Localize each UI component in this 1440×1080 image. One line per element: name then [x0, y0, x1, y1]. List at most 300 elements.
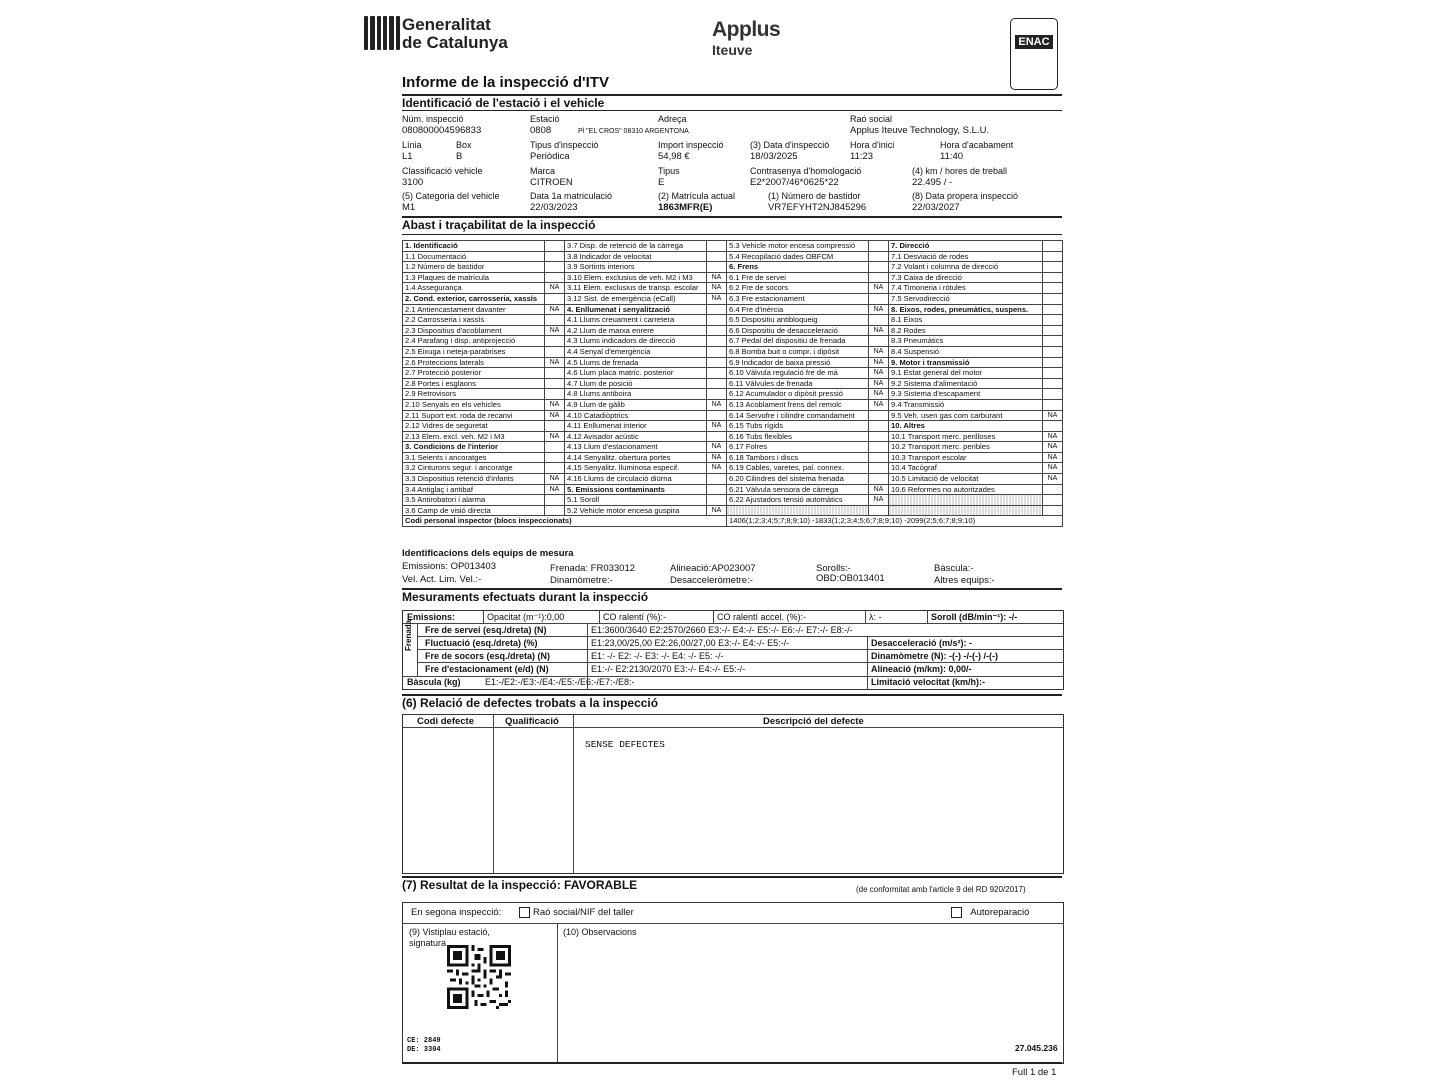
scope-item-status: NA: [1043, 474, 1063, 485]
scope-item-status: [1043, 262, 1063, 273]
scope-item: 1.4 Assegurança: [403, 283, 545, 294]
scope-item-status: NA: [869, 399, 889, 410]
inspection-scope-table: [402, 240, 1063, 527]
scope-item: 6.9 Indicador de baixa pressió: [727, 357, 869, 368]
equipment-sorolls: Sorolls:-: [816, 563, 851, 574]
table-row: [403, 421, 1063, 432]
scope-item: 4.11 Enllumenat interior: [565, 421, 707, 432]
equipment-desaccelerometre: Desacceleròmetre:-: [670, 575, 753, 586]
deceleration-value: Desacceleració (m/s²): -: [871, 638, 973, 648]
scope-item-status: [869, 272, 889, 283]
scope-item-status: [869, 336, 889, 347]
box-value: B: [456, 151, 463, 162]
opacity-value: Opacitat (m⁻¹):0,00: [487, 612, 565, 622]
equipment-frenada: Frenada: FR033012: [550, 563, 636, 574]
table-row: [403, 293, 1063, 304]
table-row: [403, 304, 1063, 315]
table-row: [403, 484, 1063, 495]
scope-item: 2.8 Portes i esglaons: [403, 378, 545, 389]
scope-item: 2.1 Antiencastament davanter: [403, 304, 545, 315]
scope-item: 5. Emissions contaminants: [565, 484, 707, 495]
scope-item-status: NA: [707, 452, 727, 463]
checkbox-icon: [519, 907, 530, 918]
scope-item: 3.11 Elem. exclusius de transp. escolar: [565, 283, 707, 294]
service-brake-values: E1:3600/3640 E2:2570/2660 E3:-/- E4:-/- E5:-/- E6:-/- E7:-/- E8:-/-: [591, 625, 853, 635]
scope-item: 3.3 Dispositius retenció d'infants: [403, 474, 545, 485]
scope-item-status: [545, 346, 565, 357]
scope-item: 7.4 Timoneria i ròtules: [889, 283, 1043, 294]
station-code: 0808: [530, 125, 552, 136]
scope-item: 2.12 Vidres de seguretat: [403, 421, 545, 432]
scope-item-status: NA: [869, 283, 889, 294]
table-row: [403, 399, 1063, 410]
scope-item-status: [707, 495, 727, 506]
scope-item: 3.7 Disp. de retenció de la càrrega: [565, 241, 707, 252]
scope-item-status: [1043, 346, 1063, 357]
scope-item-status: [545, 336, 565, 347]
equipment-title: Identificacions dels equips de mesura: [402, 548, 574, 559]
de-code: DE: 3304: [407, 1046, 441, 1054]
scope-item-status: NA: [545, 304, 565, 315]
scope-item-status: NA: [1043, 410, 1063, 421]
table-row: [403, 262, 1063, 273]
scope-item: 6.6 Dispositiu de desacceleració: [727, 325, 869, 336]
inspection-number: 080800004596833: [402, 125, 482, 136]
scope-item-status: [707, 315, 727, 326]
scope-item: 6.20 Cilindres del sistema frenada: [727, 474, 869, 485]
scope-item-status: [869, 410, 889, 421]
scope-item: 6.13 Acoblament frens del remolc: [727, 399, 869, 410]
scope-item: 8.1 Eixos: [889, 315, 1043, 326]
scope-item: 9.2 Sistema d'alimentació: [889, 378, 1043, 389]
table-row: [403, 378, 1063, 389]
homologation-code: E2*2007/46*0625*22: [750, 177, 839, 188]
scope-item: 6.16 Tubs flexibles: [727, 431, 869, 442]
scope-item-status: [869, 442, 889, 453]
report-title: Informe de la inspecció d'ITV: [402, 74, 609, 91]
table-row: [403, 452, 1063, 463]
scope-item: 9.5 Veh. usen gas com carburant: [889, 410, 1043, 421]
vehicle-type: E: [658, 177, 665, 188]
scope-item-status: NA: [707, 463, 727, 474]
scope-item-status: NA: [545, 357, 565, 368]
scope-item: 10.5 Limitació de velocitat: [889, 474, 1043, 485]
scope-item: 4.13 Llum d'estacionament: [565, 442, 707, 453]
braking-label: Frenada: [404, 619, 413, 651]
scope-item-status: [869, 315, 889, 326]
scope-item-status: NA: [1043, 463, 1063, 474]
fluctuation-values: E1:23,00/25,00 E2:26,00/27,00 E3:-/- E4:-/- E5:-/-: [591, 638, 790, 648]
scope-item-status: [545, 452, 565, 463]
table-row: [403, 463, 1063, 474]
scope-item: 6.1 Fre de servei: [727, 272, 869, 283]
scope-item: 2.13 Elem. excl. veh. M2 i M3: [403, 431, 545, 442]
scope-item-status: NA: [1043, 431, 1063, 442]
scope-item-status: NA: [707, 505, 727, 516]
company-name: Applus Iteuve Technology, S.L.U.: [850, 125, 990, 136]
scope-item: 6.18 Tambors i discs: [727, 452, 869, 463]
scope-item: [889, 505, 1043, 516]
scope-item-status: [1043, 272, 1063, 283]
co-idle-value: CO ralentí (%):-: [603, 612, 667, 622]
scope-item: 5.1 Soroll: [565, 495, 707, 506]
scope-item-status: NA: [707, 421, 727, 432]
scope-item-status: [707, 336, 727, 347]
scope-item: 8.3 Pneumàtics: [889, 336, 1043, 347]
table-row: [403, 346, 1063, 357]
scope-item: 4.16 Llums de circulació diürna: [565, 474, 707, 485]
equipment-altres: Altres equips:-: [934, 575, 995, 586]
result-box: [402, 902, 1064, 1064]
scope-item: 1.1 Documentació: [403, 251, 545, 262]
scope-item: 10.3 Transport escolar: [889, 452, 1043, 463]
scope-item: 4.8 Llums antiboira: [565, 389, 707, 400]
scope-item-status: [1043, 378, 1063, 389]
defects-table: [402, 714, 1064, 874]
scope-item: 3.1 Seients i ancoratges: [403, 452, 545, 463]
scope-item: 2.3 Dispositius d'acoblament: [403, 325, 545, 336]
table-row: [403, 336, 1063, 347]
scope-item-status: [1043, 368, 1063, 379]
scope-item: 3.5 Antirobatori i alarma: [403, 495, 545, 506]
scope-item-status: [707, 262, 727, 273]
scope-item: [889, 495, 1043, 506]
scope-item-status: NA: [1043, 452, 1063, 463]
scope-item: 6.22 Ajustadors tensió automàtics: [727, 495, 869, 506]
co-accel-value: CO ralentí accel. (%):-: [717, 612, 807, 622]
scope-item: 6.7 Pedal del dispositiu de frenada: [727, 336, 869, 347]
scope-item: 3. Condicions de l'interior: [403, 442, 545, 453]
scope-item: 9.4 Transmissió: [889, 399, 1043, 410]
scope-item-status: [1043, 251, 1063, 262]
scope-item: 2.9 Retrovisors: [403, 389, 545, 400]
table-row: [403, 410, 1063, 421]
scope-item: 6.14 Servofre i cilindre comandament: [727, 410, 869, 421]
scope-item-status: [707, 431, 727, 442]
scope-item-status: NA: [869, 357, 889, 368]
equipment-obd: OBD:OB013401: [816, 573, 885, 584]
scope-item-status: [869, 241, 889, 252]
station-signature-label: (9) Vistiplau estació, signatura: [409, 927, 490, 948]
equipment-dinamometre: Dinamòmetre:-: [550, 575, 613, 586]
scope-item-status: [1043, 389, 1063, 400]
table-row: [403, 505, 1063, 516]
scope-item: 4.4 Senyal d'emergència: [565, 346, 707, 357]
scope-item-status: [1043, 336, 1063, 347]
scope-item-status: [707, 357, 727, 368]
scope-item-status: NA: [545, 410, 565, 421]
vehicle-brand: CITROEN: [530, 177, 573, 188]
itv-report-page: Generalitat de Catalunya Applus Iteuve ENAC Informe de la inspecció d'ITV Identificació de l'estació i el vehicle Núm. inspecció 080800004596833 Estació 0808 Adreça Pl "EL CROS" 08310 ARGENTONA Raó social Applus Iteuve Technology, S.L.U. Línia L1 Box B Tipus d'inspecció Periòdica Import inspecció 54,98 € (3) Data d'inspecció 18/03/2025 Hora d'inici 11:23 Hora d'acabament 11:40 Classificació vehicle 3100 Marca CITROEN Tipus E Contrasenya d'homologació E2*2007/46*0625*22 (4) km / hores de treball 22.495 / - (5) Categoria del vehicle M1 Data 1a matriculació 22/03/2023 (2) Matrícula actual 1863MFR(E) (1) Número de bastidor VR7EFYHT2NJ845296 (8) Data propera inspecció 22/03/2027 Abast i traçabilitat de la inspecció 1. Identificació 3.7 Disp. de retenció de la càrrega 5.3 Vehicle motor encesa compressió 7. Direcció 1.1 Documentació 3.8 Indicador de velocitat 5.4 Recopilació dades OBFCM 7.1 Desviació de rodes 1.2 Número de bastidor 3.9 Sortints interiors 6. Frens 7.2 Volant i columna de direcció 1.3 Plaques de matrícula 3.10 Elem. exclusius de veh. M2 i M3 NA 6.1 Fre de servei 7.3 Caixa de direcció 1.4 Assegurança NA 3.11 Elem. exclusius de transp. escolar NA 6.2 Fre de socors NA 7.4 Timoneria i ròtules 2. Cond. exterior, carrosseria, xassís 3.12 Sist. de emergència (eCall) NA 6.3 Fre estacionament 7.5 Servodirecció 2.1 Antiencastament davanter NA 4. Enllumenat i senyalització 6.4 Fre d'inèrcia NA 8. Eixos, rodes, pneumàtics, suspens. 2.2 Carrosseria i xassís 4.1 Llums creuament i carretera 6.5 Dispositiu antibloqueig 8.1 Eixos 2.3 Dispositius d'acoblament NA 4.2 Llum de marxa enrere 6.6 Dispositiu de desacceleració NA 8.2 Rodes 2.4 Parafang i disp. antiprojecció 4.3 Llums indicadors de direcció 6.7 Pedal del dispositiu de frenada 8.3 Pneumàtics 2.5 Eixuga i neteja-parabrises 4.4 Senyal d'emergència 6.8 Bomba buit o compr. i dipòsit NA 8.4 Suspensió 2.6 Proteccions laterals NA 4.5 Llums de frenada 6.9 Indicador de baixa pressió NA 9. Motor i transmissió 2.7 Protecció posterior 4.6 Llum placa matríc. posterior 6.10 Vàlvula regulació fre de mà NA 9.1 Estat general del motor 2.8 Portes i esglaons 4.7 Llum de posició 6.11 Vàlvules de frenada NA 9.2 Sistema d'alimentació 2.9 Retrovisors 4.8 Llums antiboira 6.12 Acumulador o dipòsit pressió NA 9.3 Sistema d'escapament 2.10 Senyals en els vehicles NA 4.9 Llum de gàlib NA 6.13 Acoblament frens del remolc NA 9.4 Transmissió 2.11 Suport ext. roda de recanvi NA 4.10 Catadiòptrics 6.14 Servofre i cilindre comandament 9.5 Veh. usen gas com carburant NA 2.12 Vidres de seguretat 4.11 Enllumenat interior NA 6.15 Tubs rígids 10. Altres 2.13 Elem. excl. veh. M2 i M3 NA 4.12 Avisador acústic 6.16 Tubs flexibles 10.1 Transport merc. perilloses NA 3. Condicions de l'interior 4.13 Llum d'estacionament NA 6.17 Folres 10.2 Transport merc. peribles NA 3.1 Seients i ancoratges 4.14 Senyalitz. obertura portes NA 6.18 Tambors i discs 10.3 Transport escolar NA 3.2 Cinturons segur. i ancoratge 4.15 Senyalitz. lluminosa especif. NA 6.19 Cables, varetes, pal. connex. 10.4 Tacògraf NA 3.3 Dispositius retenció d'infants NA 4.16 Llums de circulació diürna 6.20 Cilindres del sistema frenada 10.5 Limitació de velocitat NA 3.4 Antiglaç i antibaf NA 5. Emissions contaminants 6.21 Vàlvula sensora de càrrega NA 10.6 Reformes no autoritzades 3.5 Antirobatori i alarma 5.1 Soroll 6.22 Ajustadors tensió automàtics NA 3.6 Camp de visió directa 5.2 Vehicle motor encesa guspira NA Codi personal inspector (blocs inspeccionats) 1406(1;2;3;4;5;7;8;9;10) -1833(1;2;3;4;5;6;7;8;9;10) -2099(2;5;6;7;8;9;10) Identificacions dels equips de mesura Emissions: OP013403 Frenada: FR033012 Alineació:AP023007 Sorolls:- Bàscula:- Vel. Act. Lim. Vel.:- Dinamòmetre:- Desacceleròmetre:- OBD:OB013401 Altres equips:- Mesuraments efectuats durant la inspecció Emissions: Opacitat (m⁻¹):0,00 CO ralentí (%):- CO ralentí accel. (%):- λ: - Soroll (dB/min⁻¹): -/- Frenada Fre de servei (esq./dreta) (N) E1:3600/3640 E2:2570/2660 E3:-/- E4:-/- E5:-/- E6:-/- E7:-/- E8:-/- Fluctuació (esq./dreta) (%) E1:23,00/25,00 E2:26,00/27,00 E3:-/- E4:-/- E5:-/- Desacceleració (m/s²): - Fre de socors (esq./dreta) (N) E1: -/- E2: -/- E3: -/- E4: -/- E5: -/- Dinamòmetre (N): -(-) -/-(-) /-(-) Fre d'estacionament (e/d) (N) E1:-/- E2:2130/2070 E3:-/- E4:-/- E5:-/- Alineació (m/km): 0,00/- Bàscula (kg) E1:-/E2:-/E3:-/E4:-/E5:-/E6:-/E7:-/E8:- Limitació velocitat (km/h):- (6) Relació de defectes trobats a la inspecció Codi defecte Qualificació Descripció del defecte SENSE DEFECTES (7) Resultat de la inspecció: FAVORABLE (de conformitat amb l'article 9 del RD 920/2017) En segona inspecció: Raó social/NIF del taller Autoreparació (9) Vistiplau estació, signatura (10) Observacions CE: 2849 DE: 3304 27.045.236 Full 1 de 1: [360, 10, 1072, 1078]
table-row: [403, 283, 1063, 294]
scope-item-status: NA: [545, 399, 565, 410]
scope-item: 6.10 Vàlvula regulació fre de mà: [727, 368, 869, 379]
scope-item: 6.5 Dispositiu antibloqueig: [727, 315, 869, 326]
checkbox-icon: [951, 907, 962, 918]
scope-item-status: [545, 368, 565, 379]
scope-item: 6.11 Vàlvules de frenada: [727, 378, 869, 389]
start-time: 11:23: [850, 151, 874, 162]
scope-item-status: NA: [545, 474, 565, 485]
table-row: [403, 325, 1063, 336]
scope-item-status: [1043, 304, 1063, 315]
scope-item-status: NA: [869, 325, 889, 336]
generalitat-logo-icon: [364, 16, 400, 52]
scope-item-status: [545, 251, 565, 262]
license-plate: 1863MFR(E): [658, 202, 713, 213]
scope-item-status: [1043, 293, 1063, 304]
station-address: Pl "EL CROS" 08310 ARGENTONA: [578, 128, 689, 135]
table-row: [403, 442, 1063, 453]
scope-item: 10.1 Transport merc. perilloses: [889, 431, 1043, 442]
scope-item: 4.7 Llum de posició: [565, 378, 707, 389]
scope-item: 6.2 Fre de socors: [727, 283, 869, 294]
scope-item-status: [707, 241, 727, 252]
scope-item-status: [869, 431, 889, 442]
scope-item: 4.1 Llums creuament i carretera: [565, 315, 707, 326]
scope-title: Abast i traçabilitat de la inspecció: [402, 218, 596, 232]
divider: [402, 110, 1062, 111]
scope-item-status: NA: [869, 304, 889, 315]
scope-item-status: [1043, 421, 1063, 432]
scope-item-status: [869, 251, 889, 262]
scale-values: E1:-/E2:-/E3:-/E4:-/E5:-/E6:-/E7:-/E8:-: [485, 677, 635, 687]
scope-item-status: [1043, 241, 1063, 252]
scope-item-status: [545, 293, 565, 304]
scope-item: 2.11 Suport ext. roda de recanvi: [403, 410, 545, 421]
line-value: L1: [402, 151, 413, 162]
workshop-checkbox[interactable]: Raó social/NIF del taller: [519, 907, 634, 918]
defect-description-header: Descripció del defecte: [763, 716, 864, 727]
vin-number: VR7EFYHT2NJ845296: [768, 202, 867, 213]
scope-item-status: [707, 389, 727, 400]
scope-item-status: [707, 474, 727, 485]
scope-item-status: [707, 368, 727, 379]
self-repair-checkbox[interactable]: Autoreparació: [951, 907, 1029, 918]
defects-title: (6) Relació de defectes trobats a la inspecció: [402, 696, 659, 710]
qualification-header: Qualificació: [505, 716, 559, 727]
scope-item: 2.6 Proteccions laterals: [403, 357, 545, 368]
scope-item-status: [545, 421, 565, 432]
scope-item-status: NA: [869, 368, 889, 379]
scope-item: 10.4 Tacògraf: [889, 463, 1043, 474]
divider: [402, 234, 1062, 235]
speed-limit-value: Limitació velocitat (km/h):-: [871, 677, 986, 687]
identification-title: Identificació de l'estació i el vehicle: [402, 96, 605, 110]
dynamometer-value: Dinamòmetre (N): -(-) -/-(-) /-(-): [871, 651, 998, 661]
vehicle-classification: 3100: [402, 177, 424, 188]
scope-item: 3.6 Camp de visió directa: [403, 505, 545, 516]
scope-item: 6.15 Tubs rígids: [727, 421, 869, 432]
scope-item: 4. Enllumenat i senyalització: [565, 304, 707, 315]
applus-logo: Applus: [712, 18, 781, 41]
next-inspection-date: 22/03/2027: [912, 202, 960, 213]
page-counter: Full 1 de 1: [1012, 1067, 1057, 1078]
scope-item-status: [1043, 505, 1063, 516]
scope-item-status: NA: [707, 293, 727, 304]
equipment-emissions: Emissions: OP013403: [402, 561, 496, 572]
scope-item: 6.21 Vàlvula sensora de càrrega: [727, 484, 869, 495]
parking-brake-values: E1:-/- E2:2130/2070 E3:-/- E4:-/- E5:-/-: [591, 664, 746, 674]
scope-item-status: [707, 325, 727, 336]
scope-item-status: [707, 484, 727, 495]
scope-item-status: [707, 346, 727, 357]
scope-item: 7. Direcció: [889, 241, 1043, 252]
scope-item-status: [869, 463, 889, 474]
scope-item: 4.9 Llum de gàlib: [565, 399, 707, 410]
scope-item-status: NA: [1043, 442, 1063, 453]
scope-item: 4.3 Llums indicadors de direcció: [565, 336, 707, 347]
scope-item-status: [545, 389, 565, 400]
scope-item: 2. Cond. exterior, carrosseria, xassís: [403, 293, 545, 304]
scope-item-status: [545, 505, 565, 516]
emergency-brake-values: E1: -/- E2: -/- E3: -/- E4: -/- E5: -/-: [591, 651, 724, 661]
emissions-label: Emissions:: [407, 612, 456, 622]
table-row: [403, 241, 1063, 252]
scope-item-status: [545, 241, 565, 252]
scope-item: 10. Altres: [889, 421, 1043, 432]
document-number: 27.045.236: [1015, 1043, 1058, 1053]
equipment-alineacio: Alineació:AP023007: [670, 563, 756, 574]
scope-item: 6.8 Bomba buit o compr. i dipòsit: [727, 346, 869, 357]
scope-item-status: [1043, 399, 1063, 410]
scope-item: 3.8 Indicador de velocitat: [565, 251, 707, 262]
table-row: [403, 272, 1063, 283]
table-row: [403, 474, 1063, 485]
scope-item-status: [869, 262, 889, 273]
scope-item-status: [1043, 357, 1063, 368]
scope-item: 4.12 Avisador acústic: [565, 431, 707, 442]
ce-code: CE: 2849: [407, 1037, 441, 1045]
table-row: [403, 495, 1063, 506]
enac-seal-icon: ENAC: [1010, 18, 1058, 90]
equipment-vel-act: Vel. Act. Lim. Vel.:-: [402, 574, 482, 585]
table-row: [403, 368, 1063, 379]
scope-item-status: [707, 410, 727, 421]
scope-item: 8.4 Suspensió: [889, 346, 1043, 357]
measurements-title: Mesuraments efectuats durant la inspecció: [402, 590, 649, 604]
table-row: [403, 357, 1063, 368]
registration-date: 22/03/2023: [530, 202, 578, 213]
scope-item-status: NA: [545, 325, 565, 336]
scope-item: 1. Identificació: [403, 241, 545, 252]
scope-item: 2.4 Parafang i disp. antiprojecció: [403, 336, 545, 347]
lambda-value: λ: -: [869, 612, 882, 622]
scope-item-status: [1043, 315, 1063, 326]
scope-item-status: [545, 272, 565, 283]
scope-item: 6.3 Fre estacionament: [727, 293, 869, 304]
iteuve-logo-text: Iteuve: [712, 42, 753, 58]
table-row: [403, 251, 1063, 262]
inspection-type: Periòdica: [530, 151, 570, 162]
scope-item: 4.10 Catadiòptrics: [565, 410, 707, 421]
scope-item-status: [545, 495, 565, 506]
scope-item-status: NA: [707, 442, 727, 453]
scope-item: 3.9 Sortints interiors: [565, 262, 707, 273]
inspector-row: [403, 516, 1063, 527]
alignment-value: Alineació (m/km): 0,00/-: [871, 664, 972, 674]
scope-item: 9. Motor i transmissió: [889, 357, 1043, 368]
scope-item: 3.4 Antiglaç i antibaf: [403, 484, 545, 495]
table-row: [403, 431, 1063, 442]
end-time: 11:40: [940, 151, 964, 162]
scope-item-status: NA: [707, 399, 727, 410]
scope-item-status: [707, 378, 727, 389]
divider: [402, 1062, 1062, 1064]
scope-item: 2.5 Eixuga i neteja-parabrises: [403, 346, 545, 357]
generalitat-name: Generalitat de Catalunya: [402, 15, 508, 52]
scope-item: 5.3 Vehicle motor encesa compressió: [727, 241, 869, 252]
scope-item: 6.17 Folres: [727, 442, 869, 453]
scope-item: 5.2 Vehicle motor encesa guspira: [565, 505, 707, 516]
scope-item: 8. Eixos, rodes, pneumàtics, suspens.: [889, 304, 1043, 315]
scope-item-status: [1043, 484, 1063, 495]
scope-item-status: [869, 505, 889, 516]
scope-item-status: NA: [869, 378, 889, 389]
scope-item: 4.6 Llum placa matríc. posterior: [565, 368, 707, 379]
scope-item: 6.19 Cables, varetes, pal. connex.: [727, 463, 869, 474]
mileage: 22.495 / -: [912, 177, 953, 188]
scope-item: 7.5 Servodirecció: [889, 293, 1043, 304]
scope-item: 6. Frens: [727, 262, 869, 273]
scope-item: 10.6 Reformes no autoritzades: [889, 484, 1043, 495]
scope-item-status: [707, 304, 727, 315]
scope-item-status: [869, 293, 889, 304]
scope-item: 2.7 Protecció posterior: [403, 368, 545, 379]
qr-code-icon: [447, 945, 511, 1009]
scope-item: 6.12 Acumulador o dipòsit pressió: [727, 389, 869, 400]
scope-item: 8.2 Rodes: [889, 325, 1043, 336]
scope-item-status: NA: [707, 283, 727, 294]
scope-item: [727, 505, 869, 516]
scope-item-status: [545, 262, 565, 273]
scope-item: 4.14 Senyalitz. obertura portes: [565, 452, 707, 463]
scope-item-status: NA: [545, 484, 565, 495]
scope-item-status: [869, 452, 889, 463]
defect-code-header: Codi defecte: [417, 716, 475, 727]
scope-item: 4.2 Llum de marxa enrere: [565, 325, 707, 336]
scope-item-status: [869, 474, 889, 485]
inspector-code-label: Codi personal inspector (blocs inspeccionats): [403, 516, 727, 527]
scope-item-status: [869, 421, 889, 432]
scope-item-status: [1043, 325, 1063, 336]
scope-item-status: [545, 463, 565, 474]
scope-item: 9.1 Estat general del motor: [889, 368, 1043, 379]
scope-item: 1.3 Plaques de matrícula: [403, 272, 545, 283]
scope-item: 1.2 Número de bastidor: [403, 262, 545, 273]
inspection-price: 54,98 €: [658, 151, 690, 162]
scope-item-status: NA: [869, 389, 889, 400]
scope-item: 3.2 Cinturons segur. i ancoratge: [403, 463, 545, 474]
scope-item: 4.5 Llums de frenada: [565, 357, 707, 368]
scope-item: 7.2 Volant i columna de direcció: [889, 262, 1043, 273]
observations-label: (10) Observacions: [563, 927, 637, 937]
scope-item-status: [545, 315, 565, 326]
scope-item-status: NA: [869, 484, 889, 495]
scope-item-status: NA: [707, 272, 727, 283]
scope-item: 10.2 Transport merc. peribles: [889, 442, 1043, 453]
noise-value: Soroll (dB/min⁻¹): -/-: [931, 612, 1018, 622]
result-title: (7) Resultat de la inspecció: FAVORABLE: [402, 878, 638, 892]
scope-item: 3.12 Sist. de emergència (eCall): [565, 293, 707, 304]
scope-item-status: NA: [545, 431, 565, 442]
scope-item-status: NA: [869, 346, 889, 357]
inspector-codes: 1406(1;2;3;4;5;7;8;9;10) -1833(1;2;3;4;5;6;7;8;9;10) -2099(2;5;6;7;8;9;10): [727, 516, 1063, 527]
table-row: [403, 389, 1063, 400]
no-defects-text: SENSE DEFECTES: [585, 739, 665, 750]
measurements-table: Emissions: Opacitat (m⁻¹):0,00 CO ralentí (%):- CO ralentí accel. (%):- λ: - Soroll (dB/min⁻¹): -/- Frenada Fre de servei (esq./dreta) (N) E1:3600/3640 E2:2570/2660 E3:-/- E4:-/- E5:-/- E6:-/- E7:-/- E8:-/- Fluctuació (esq./dreta) (%) E1:23,00/25,00 E2:26,00/27,00 E3:-/- E4:-/- E5:-/- Desacceleració (m/s²): - Fre de socors (esq./dreta) (N) E1: -/- E2: -/- E3: -/- E4: -/- E5: -/- Dinamòmetre (N): -(-) -/-(-) /-(-) Fre d'estacionament (e/d) (N) E1:-/- E2:2130/2070 E3:-/- E4:-/- E5:-/- Alineació (m/km): 0,00/- Bàscula (kg) E1:-/E2:-/E3:-/E4:-/E5:-/E6:-/E7:-/E8:- Limitació velocitat (km/h):-: [402, 610, 1064, 690]
vehicle-category: M1: [402, 202, 416, 213]
